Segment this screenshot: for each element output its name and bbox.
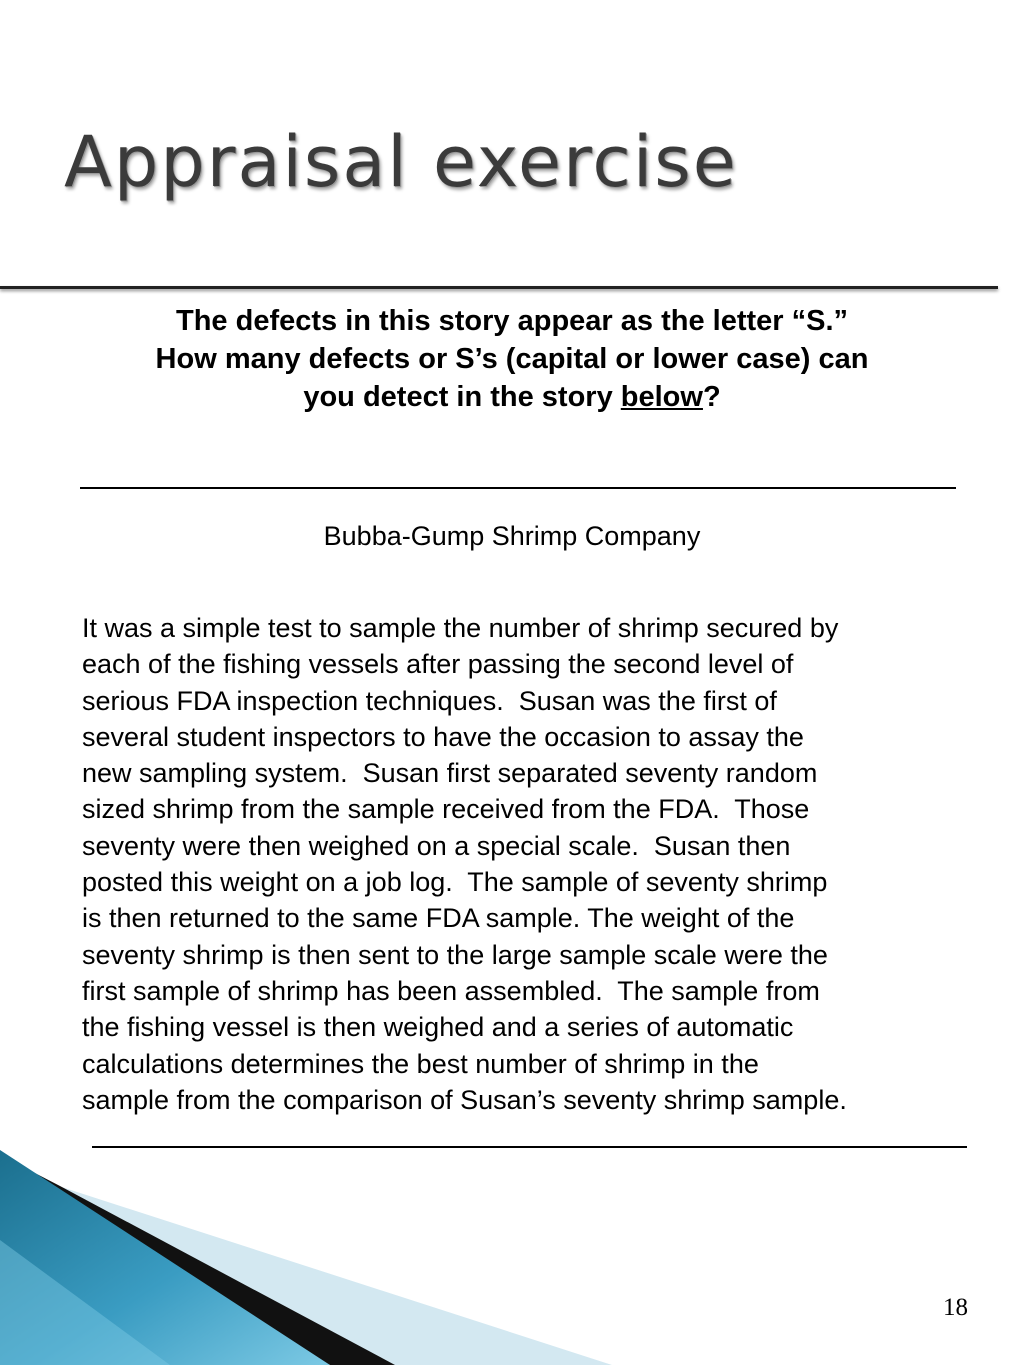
story-line: seventy were then weighed on a special scale. Susan then	[82, 830, 791, 861]
question-emphasis-below: below	[620, 381, 703, 413]
story-line: posted this weight on a job log. The sample of seventy shrimp	[82, 867, 828, 898]
story-line: first sample of shrimp has been assembled. The sample from	[82, 975, 820, 1006]
story-line: the fishing vessel is then weighed and a series of automatic	[82, 1012, 794, 1043]
page-number: 18	[943, 1294, 968, 1321]
story-title: Bubba-Gump Shrimp Company	[323, 521, 701, 551]
story-line: seventy shrimp is then sent to the large sample scale were the	[82, 939, 828, 970]
story-line: several student inspectors to have the occasion to assay the	[82, 721, 804, 752]
question-line-1: The defects in this story appear as the letter “S.”	[175, 305, 849, 337]
title-divider	[0, 286, 998, 289]
story-line: new sampling system. Susan first separated seventy random	[82, 758, 818, 789]
story-top-divider	[80, 487, 956, 489]
story-line: is then returned to the same FDA sample. The weight of the	[82, 903, 795, 934]
question-line-3-prefix: you detect in the story	[303, 381, 621, 413]
story-line: each of the fishing vessels after passing the second level of	[82, 649, 794, 680]
slide-title: Appraisal exercise	[64, 121, 738, 203]
story-body	[82, 610, 982, 1118]
story-line: sample from the comparison of Susan’s seventy shrimp sample.	[82, 1084, 847, 1115]
story-line: It was a simple test to sample the number of shrimp secured by	[82, 613, 839, 643]
story-line: serious FDA inspection techniques. Susan was the first of	[82, 685, 777, 716]
question-line-2: How many defects or S’s (capital or lower case) can	[155, 343, 869, 375]
story-line: sized shrimp from the sample received from the FDA. Those	[82, 794, 810, 825]
corner-decoration	[0, 1140, 1024, 1365]
question-text	[60, 302, 964, 416]
question-line-3-suffix: ?	[702, 381, 721, 413]
story-line: calculations determines the best number of shrimp in the	[82, 1048, 759, 1079]
